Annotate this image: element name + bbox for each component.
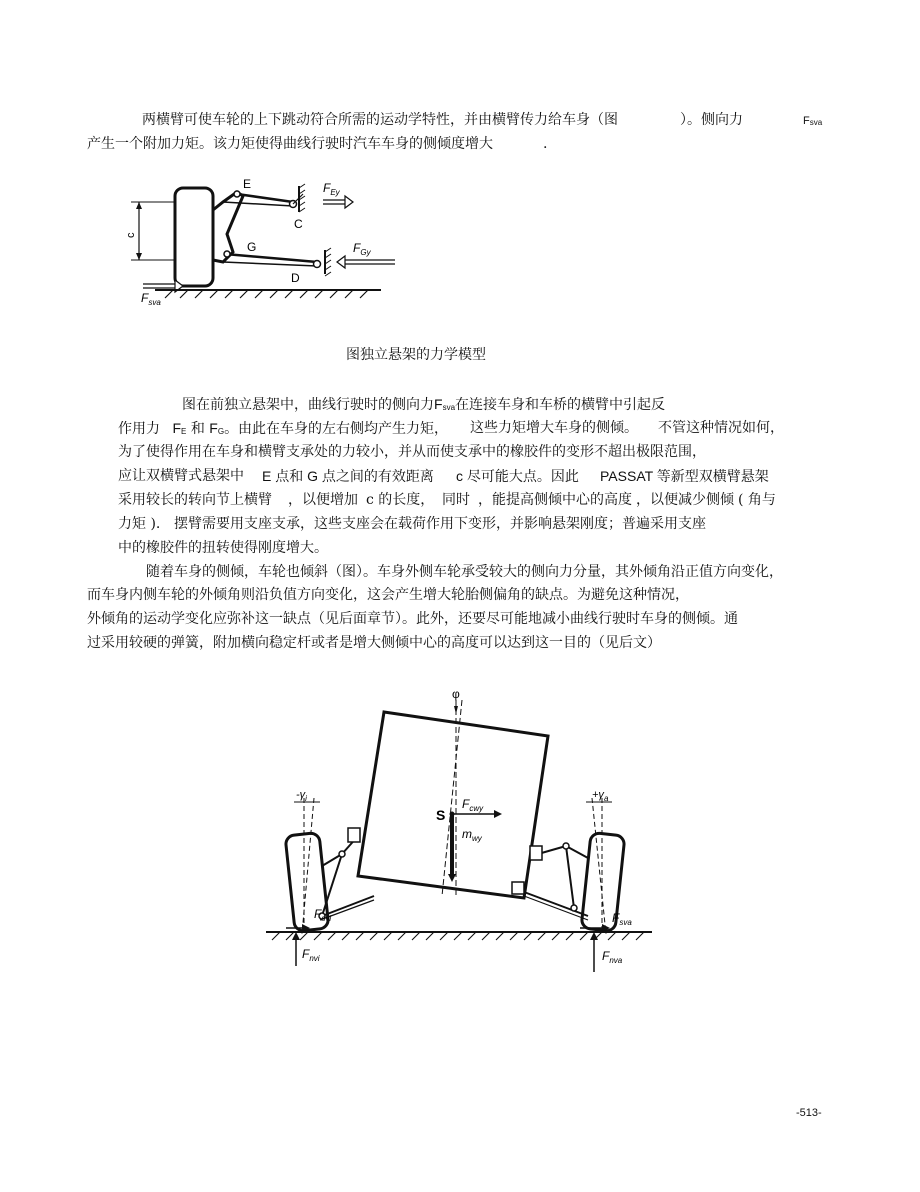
para2-line4-a: 应让双横臂式悬架中: [118, 468, 244, 484]
label-Fnva: $F_{nva}$: [602, 949, 623, 965]
para2-line2: [118, 419, 448, 441]
para1-force-sub: sva: [809, 118, 823, 127]
para2-line2-FE-sub: E: [181, 427, 187, 436]
label-FGy: $F_{Gy}$: [353, 241, 371, 257]
para2-line6: [118, 515, 160, 533]
label-Fcwy: $F_{cwy}$: [462, 797, 484, 813]
ground-hatch: [165, 290, 368, 298]
para2-line5-f-text: ，以便减少侧倾: [636, 492, 734, 508]
para1-line2: [87, 135, 493, 153]
para3-line3-text: 外倾角的运动学变化应弥补这一缺点（见后面章节）。此外，还要尽可能地减小曲线行驶时车身的侧倾。通: [87, 611, 738, 627]
label-Fnvi: $F_{nvi}$: [302, 947, 320, 963]
para3-line4-text: 过采用较硬的弹簧，附加横向稳定杆或者是增大侧倾中心的高度可以达到这一目的（见后文）: [87, 635, 661, 651]
label-Fsva-2: $F_{sva}$: [612, 911, 632, 927]
label-c: c: [125, 232, 137, 238]
para2-line2-and: 和: [190, 421, 205, 437]
label-FEy: $F_{Ey}$: [323, 181, 340, 197]
para2-line5-b: [288, 491, 358, 509]
right-upper-arm-2: [566, 846, 588, 858]
para2-line5-c: [366, 491, 434, 509]
arrow-FEy: [323, 196, 353, 208]
right-lower-arm-2: [524, 896, 588, 920]
para2-line4: [118, 467, 244, 485]
para2-line2-f: [470, 419, 638, 437]
label-S: S: [436, 807, 446, 823]
joint-E: [234, 191, 240, 197]
dimension-c-arrow-down: [136, 253, 142, 260]
para2-line4-b: [262, 467, 434, 485]
para2-line4-c: [456, 467, 579, 485]
label-E: E: [243, 177, 252, 191]
para2-line1-force-sub: sva: [442, 403, 456, 412]
para2-line1: [182, 395, 665, 417]
para2-line5-g: [738, 491, 776, 509]
joint-D: [314, 261, 321, 268]
para3-line2-text: 而车身内侧车轮的外倾角则沿负值方向变化，这会产生增大轮胎侧偏角的缺点。为避免这种情况，: [87, 587, 689, 603]
para1-line2-b: [543, 135, 547, 153]
left-joint-upper: [339, 851, 345, 857]
para1-line1-text: 两横臂可使车轮的上下跳动符合所需的运动学特性，并由横臂传力给车身（图: [142, 112, 618, 128]
para2-line4-c-text: c 尽可能大点。因此: [456, 468, 579, 484]
para1-line1: [142, 111, 618, 129]
para2-line5-b-text: ，以便增加: [288, 492, 358, 508]
joint-G: [224, 251, 230, 257]
arrow-Fnva-head: [590, 932, 598, 940]
para1-force-symbol: F: [803, 115, 810, 127]
left-bracket: [348, 828, 360, 842]
para2-line5-g-text: ( 角与: [738, 492, 776, 508]
para1-line2-period: .: [543, 136, 548, 152]
para2-line2-a: 作用力: [118, 421, 160, 437]
upper-arm: [237, 194, 293, 202]
para2-line2-g: [658, 419, 784, 437]
page-number: [796, 1107, 822, 1119]
para2-line1-c: 在连接车身和车桥的横臂中引起反: [455, 397, 666, 413]
figure-body-roll: [262, 686, 662, 986]
label-C: C: [294, 217, 303, 231]
para2-line5-f: [636, 491, 734, 509]
para2-line6-b-text: 摆臂需要用支座支承，这些支座会在载荷作用下变形，并影响悬架刚度；普遍采用支座: [174, 516, 706, 532]
left-lower-arm: [322, 896, 374, 916]
figure-suspension-model: [125, 172, 415, 310]
para3-line2: [87, 586, 689, 604]
para1-line1-text-b: ）。侧向力: [680, 112, 743, 128]
label-G: G: [247, 240, 257, 254]
para3-line4: [87, 634, 661, 652]
dimension-c-arrow-up: [136, 202, 142, 209]
right-strut: [566, 846, 574, 908]
figure1-caption: [346, 346, 486, 364]
figure1-caption-text: 图独立悬架的力学模型: [346, 347, 486, 363]
para1-line2-text: 产生一个附加力矩。该力矩使得曲线行驶时汽车车身的侧倾度增大: [87, 136, 493, 152]
para2-line2-e: 。由此在车身的左右侧均产生力矩，: [224, 421, 449, 437]
page-number-text: -513-: [796, 1107, 822, 1119]
para2-line2-g-text: 不管这种情况如何，: [658, 420, 784, 436]
para2-line4-d-text: PASSAT 等新型双横臂悬架: [600, 468, 769, 484]
para2-line5-a: 采用较长的转向节上横臂: [118, 492, 272, 508]
para2-line3: [118, 443, 706, 461]
para2-line5-c-text: c 的长度，: [366, 492, 435, 508]
para2-line6-a: 力矩 ).: [118, 516, 161, 532]
para2-line5: [118, 491, 272, 509]
right-joint-upper: [563, 843, 569, 849]
para2-line2-FG: F: [209, 420, 218, 436]
para2-line7-text: 中的橡胶件的扭转使得刚度增大。: [118, 540, 328, 556]
para3-line1-text: 随着车身的侧倾，车轮也倾斜（图）。车身外侧车轮承受较大的侧向力分量，其外倾角沿正值方向变化，: [146, 564, 783, 580]
para1-line1-b: [680, 111, 743, 129]
label-gamma-a: $+\gamma_a$: [592, 789, 609, 803]
para2-line2-FE: F: [172, 420, 182, 436]
para2-line4-b-text: E 点和 G 点之间的有效距离: [262, 468, 434, 484]
right-bracket: [530, 846, 542, 860]
label-phi: φ: [452, 687, 460, 701]
label-gamma-i: $-\gamma_i$: [296, 789, 307, 803]
label-Fsva: $F_{sva}$: [141, 291, 161, 307]
wheel-rect: [175, 188, 213, 286]
label-Fsvi: $F_{svi}$: [314, 907, 332, 923]
para2-line5-e: [478, 491, 632, 509]
right-bracket-lower: [512, 882, 524, 894]
para1-line1-c: [803, 112, 822, 132]
right-joint-lower: [571, 905, 577, 911]
para2-line5-e-text: ，能提高侧倾中心的高度: [478, 492, 632, 508]
para2-line2-FG-sub: G: [217, 427, 225, 436]
ground-hatch-2: [272, 932, 644, 940]
para3-line3: [87, 610, 738, 628]
para2-line1-force: F: [434, 396, 443, 412]
label-mwy: $m_{wy}$: [462, 827, 482, 843]
upper-arm-2: [223, 202, 293, 206]
label-D: D: [291, 271, 300, 285]
para2-line2-f-text: 这些力矩增大车身的侧倾。: [470, 420, 638, 436]
para3-line1: [146, 563, 783, 581]
arrow-phi: [454, 706, 458, 714]
para2-line6-b: [174, 515, 706, 533]
lower-arm: [225, 254, 317, 262]
right-lower-arm: [524, 892, 588, 916]
lower-arm-2: [223, 262, 317, 266]
para2-line1-a: 图在前独立悬架中，曲线行驶时的侧向力: [182, 397, 434, 413]
para2-line5-d-text: 同时: [442, 492, 470, 508]
arrow-FGy: [337, 256, 395, 268]
para2-line3-text: 为了使得作用在车身和横臂支承处的力较小，并从而使支承中的橡胶件的变形不超出极限范围，: [118, 444, 706, 460]
para2-line5-d: [442, 491, 470, 509]
para2-line4-d: [600, 467, 769, 485]
para2-line7: [118, 539, 328, 557]
